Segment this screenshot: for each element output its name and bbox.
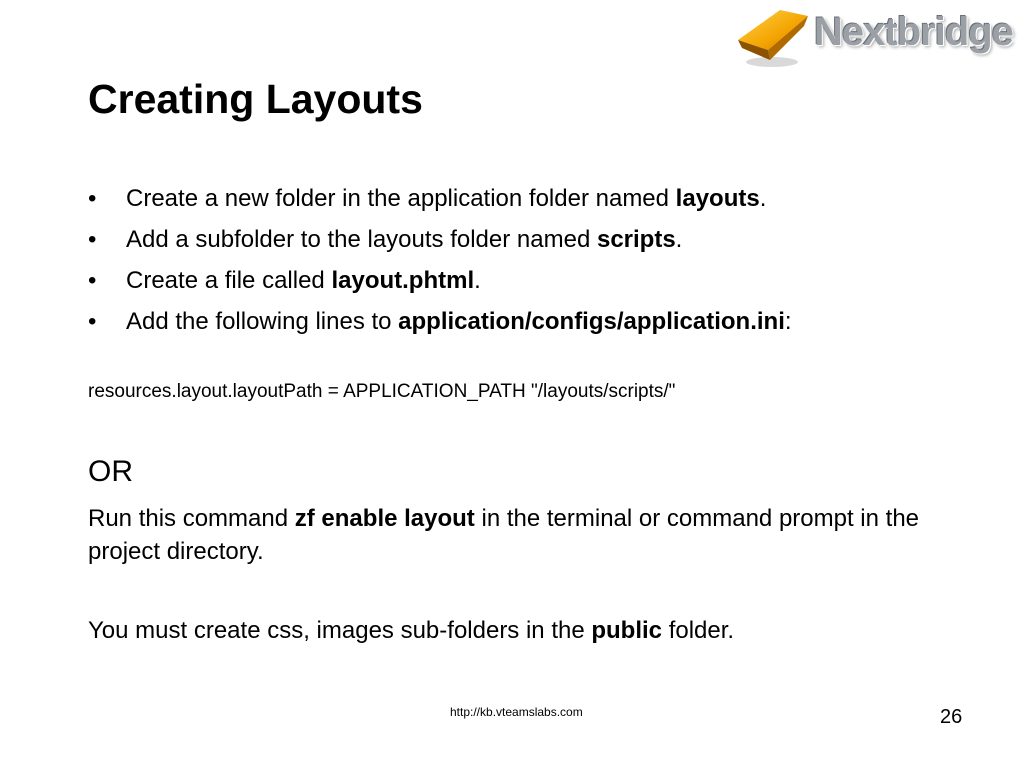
bullet-item xyxy=(88,219,792,260)
bullet-suffix: . xyxy=(474,267,481,294)
bullet-suffix: . xyxy=(759,185,767,212)
bullet-text: Create a new folder in the application folder named xyxy=(126,185,676,212)
para-text: You must create css, images sub-folders in the xyxy=(88,617,592,644)
bullet-text: Create a file called xyxy=(126,267,332,294)
bullet-item xyxy=(88,178,792,219)
bullet-bold-term: layout.phtml xyxy=(331,267,475,294)
bullet-suffix: . xyxy=(675,226,683,253)
or-separator: OR xyxy=(88,455,133,488)
nextbridge-logo-mark-icon xyxy=(734,4,818,72)
bullet-list xyxy=(88,178,792,342)
public-term: public xyxy=(591,617,663,644)
run-command-paragraph xyxy=(88,502,928,568)
slide-title: Creating Layouts xyxy=(88,76,423,122)
bullet-item xyxy=(88,301,792,342)
bullet-marker: • xyxy=(88,185,97,212)
command-term: zf enable layout xyxy=(294,505,475,532)
para-text-end: folder. xyxy=(662,617,735,644)
nextbridge-logo xyxy=(734,4,1013,72)
bullet-bold-term: layouts xyxy=(675,185,760,212)
bullet-text: Add the following lines to xyxy=(126,308,399,335)
bullet-marker: • xyxy=(88,267,97,294)
config-code-line: resources.layout.layoutPath = APPLICATION_PATH "/layouts/scripts/" xyxy=(88,381,676,402)
page-number: 26 xyxy=(940,706,963,728)
bullet-text: Add a subfolder to the layouts folder named xyxy=(126,226,597,253)
bullet-suffix: : xyxy=(784,308,792,335)
para-text: Run this command xyxy=(88,505,295,532)
bullet-marker: • xyxy=(88,308,97,335)
bullet-bold-term: scripts xyxy=(596,226,676,253)
para-text-end: in the terminal or command prompt in the project directory. xyxy=(88,505,920,565)
bullet-marker: • xyxy=(88,226,97,253)
public-folder-paragraph xyxy=(88,617,734,645)
footer-url: http://kb.vteamslabs.com xyxy=(450,705,583,719)
bullet-bold-term: application/configs/application.ini xyxy=(398,308,785,335)
logo-wordmark: Nextbridge xyxy=(814,10,1013,54)
bullet-item xyxy=(88,260,792,301)
